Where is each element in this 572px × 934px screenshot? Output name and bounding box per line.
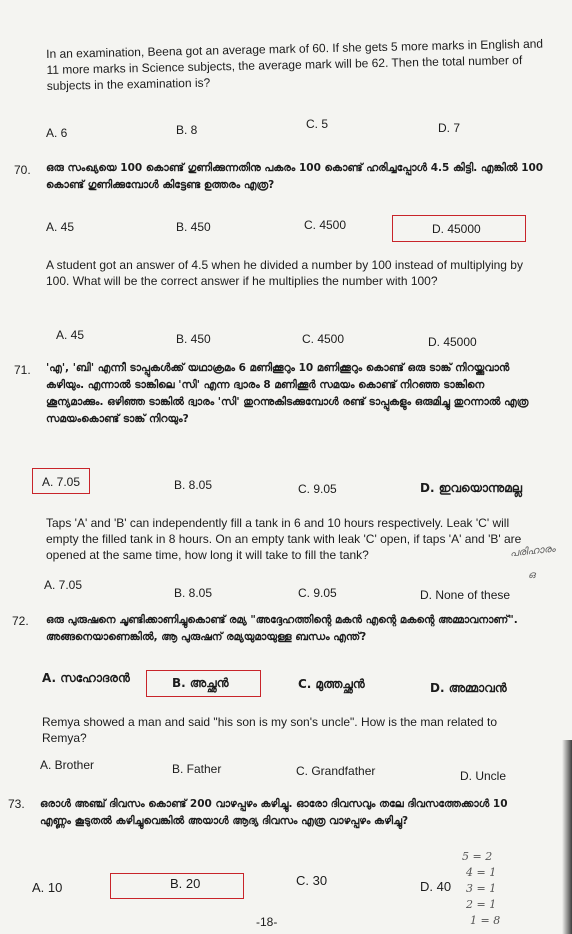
q69-option-b: B. 8 bbox=[176, 123, 198, 137]
q70-en-option-d: D. 45000 bbox=[428, 335, 477, 349]
q73-option-d: D. 40 bbox=[420, 879, 452, 894]
q69-option-d: D. 7 bbox=[438, 121, 461, 135]
q72-en-option-c: C. Grandfather bbox=[296, 764, 376, 778]
q72-ml-option-b: B. അച്ഛൻ bbox=[172, 676, 229, 690]
q70-number: 70. bbox=[14, 163, 31, 177]
q71-en-option-a: A. 7.05 bbox=[44, 578, 83, 592]
q72-ml-option-c: C. മുത്തച്ഛൻ bbox=[298, 677, 365, 691]
margin-handwriting-1: പരിഹാരം bbox=[509, 543, 556, 560]
q72-en-option-d: D. Uncle bbox=[460, 769, 507, 783]
q71-ml-option-b: B. 8.05 bbox=[174, 478, 213, 492]
q73-option-c: C. 30 bbox=[296, 873, 328, 888]
q72-ml-option-d: D. അമ്മാവൻ bbox=[430, 681, 507, 695]
q73-option-b: B. 20 bbox=[170, 876, 201, 891]
q69-option-c: C. 5 bbox=[306, 117, 329, 131]
q71-en-option-b: B. 8.05 bbox=[174, 586, 213, 600]
q73-number: 73. bbox=[8, 797, 25, 811]
q71-ml-option-c: C. 9.05 bbox=[298, 482, 337, 496]
q70-ml-option-c: C. 4500 bbox=[304, 218, 347, 232]
q71-en-option-c: C. 9.05 bbox=[298, 586, 337, 600]
q71-number: 71. bbox=[14, 363, 31, 377]
q70-ml-option-b: B. 450 bbox=[176, 220, 211, 234]
q71-english-text: Taps 'A' and 'B' can independently fill a tank in 6 and 10 hours respectively. Leak 'C' will empty the filled tank in 8 hours. On an empty tank with leak 'C' open, if taps 'A' and 'B' are opened at the same time, how long it will take to fill the tank? bbox=[46, 516, 522, 562]
q72-en-option-b: B. Father bbox=[172, 762, 222, 776]
q73-option-a: A. 10 bbox=[32, 880, 63, 895]
handwritten-work-line-3: 3 = 1 bbox=[466, 882, 497, 895]
q72-en-option-a: A. Brother bbox=[40, 758, 95, 772]
q69-question-text: In an examination, Beena got an average mark of 60. If she gets 5 more marks in English and 11 more marks in Science subjects, the average mark will be 62. Then the total number of subjects in the examination is? bbox=[46, 36, 544, 93]
q72-english-text: Remya showed a man and said "his son is my son's uncle". How is the man related to Remya? bbox=[42, 715, 498, 745]
q72-malayalam-text: ഒരു പുരുഷനെ ചൂണ്ടിക്കാണിച്ചുകൊണ്ട് രമ്യ "അദ്ദേഹത്തിന്റെ മകൻ എന്റെ മകന്റെ അമ്മാവനാണ്". അങ്ങനെയാണെങ്കിൽ, ആ പുരുഷന് രമ്യയുമായുള്ള ബന്ധം എന്ത്? bbox=[46, 614, 518, 643]
q71-answer-marker bbox=[32, 468, 90, 494]
margin-handwriting-2: ഒ bbox=[528, 570, 536, 581]
q71-ml-option-d: D. ഇവയൊന്നുമല്ല bbox=[420, 481, 523, 495]
q70-malayalam-text: ഒരു സംഖ്യയെ 100 കൊണ്ട് ഗുണിക്കുന്നതിനു പകരം 100 കൊണ്ട് ഹരിച്ചപ്പോൾ 4.5 കിട്ടി. എങ്കിൽ 100 കൊണ്ട് ഗുണിക്കുമ്പോൾ കിട്ടേണ്ട ഉത്തരം എത്ര? bbox=[46, 162, 544, 191]
q73-answer-marker bbox=[110, 873, 244, 899]
q70-en-option-b: B. 450 bbox=[176, 332, 211, 346]
page-number: -18- bbox=[256, 915, 278, 929]
page-edge-shadow bbox=[562, 740, 572, 934]
q70-answer-marker bbox=[392, 215, 526, 242]
q71-malayalam-text: 'എ', 'ബി' എന്നീ ടാപ്പുകൾക്ക് യഥാക്രമം 6 മണിക്കൂറും 10 മണിക്കൂറും കൊണ്ട് ഒരു ടാങ്ക് നിറയ്ക്കുവാൻ കഴിയും. എന്നാൽ ടാങ്കിലെ 'സി' എന്ന ദ്വാരം 8 മണിക്കൂർ സമയം കൊണ്ട് നിറഞ്ഞ ടാങ്കിനെ ശൂന്യമാക്കും. ഒഴിഞ്ഞ ടാങ്കിൽ ദ്വാരം 'സി' തുറന്നുകിടക്കുമ്പോൾ രണ്ട് ടാപ്പുകളും ഒരുമിച്ചു തുറന്നാൽ എത്ര സമയംകൊണ്ട് ടാങ്ക് നിറയും? bbox=[46, 362, 529, 425]
q72-answer-marker bbox=[146, 670, 261, 697]
q70-ml-option-d: D. 45000 bbox=[432, 222, 481, 236]
q70-english-text: A student got an answer of 4.5 when he divided a number by 100 instead of multiplying by 100. What will be the correct answer if he multiplies the number with 100? bbox=[46, 258, 523, 288]
q70-ml-option-a: A. 45 bbox=[46, 220, 75, 234]
q70-en-option-a: A. 45 bbox=[56, 328, 85, 342]
handwritten-work-line-4: 2 = 1 bbox=[466, 898, 497, 911]
handwritten-work-line-2: 4 = 1 bbox=[466, 866, 497, 879]
q72-ml-option-a: A. സഹോദരൻ bbox=[42, 671, 130, 685]
handwritten-work-line-1: 5 = 2 bbox=[462, 850, 493, 863]
q71-en-option-d: D. None of these bbox=[420, 588, 511, 602]
q72-number: 72. bbox=[12, 614, 29, 628]
q71-ml-option-a: A. 7.05 bbox=[42, 475, 81, 489]
q70-en-option-c: C. 4500 bbox=[302, 332, 345, 346]
q69-option-a: A. 6 bbox=[46, 126, 68, 140]
handwritten-work-line-5: 1 = 8 bbox=[470, 914, 501, 927]
q73-malayalam-text: ഒരാൾ അഞ്ച് ദിവസം കൊണ്ട് 200 വാഴപ്പഴം കഴിച്ചു. ഓരോ ദിവസവും തലേ ദിവസത്തേക്കാൾ 10 എണ്ണം കൂടുതൽ കഴിച്ചുവെങ്കിൽ അയാൾ ആദ്യ ദിവസം എത്ര വാഴപ്പഴം കഴിച്ചു? bbox=[40, 798, 508, 827]
